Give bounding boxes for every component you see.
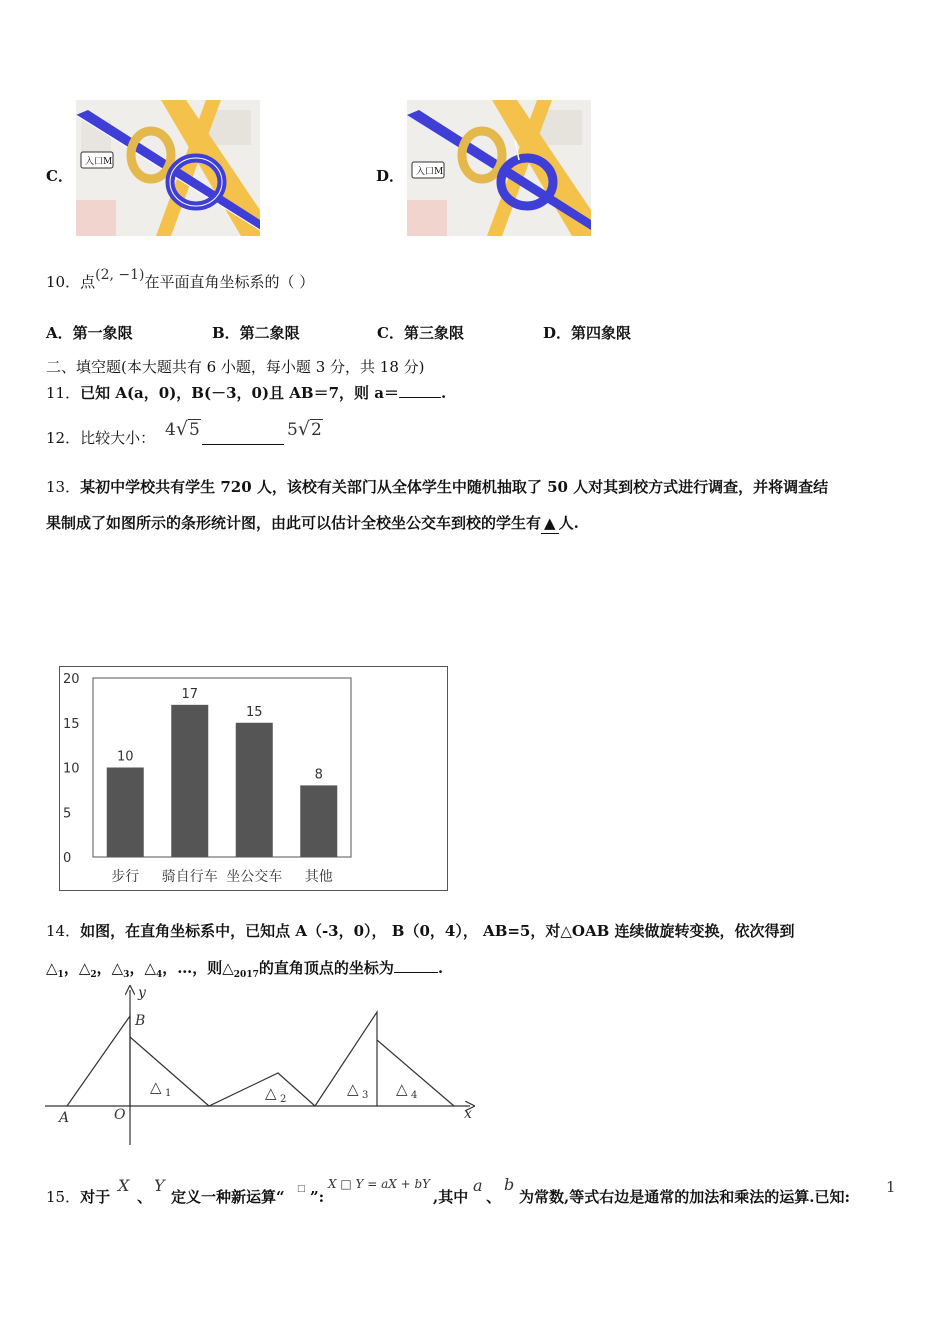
q10-prefix: 点: [80, 273, 96, 291]
label-t1: △: [150, 1078, 162, 1096]
q10-point: (2, −1): [95, 267, 145, 283]
q14-number: 14．: [46, 922, 81, 940]
rotation-diagram-svg: [40, 985, 480, 1150]
section-2-title: 二、填空题(本大题共有 6 小题，每小题 3 分，共 18 分): [46, 358, 425, 376]
question-11: [46, 383, 446, 403]
bar-value-label: 8: [314, 767, 323, 783]
q10-option-a: A．第一象限: [46, 324, 133, 342]
bar-value-label: 10: [116, 749, 134, 765]
q15-p2: 定义一种新运算“: [171, 1188, 285, 1206]
label-a: A: [59, 1110, 70, 1126]
category-label: 坐公交车: [226, 869, 283, 885]
option-c-label: C．: [46, 167, 73, 185]
bar-4: [300, 785, 337, 857]
q11-text: 已知 A(a，0)，B(－3，0)且 AB＝7，则 a＝: [80, 384, 399, 402]
question-14-line1: [46, 921, 795, 941]
triangle-oab: [67, 1016, 130, 1106]
bar-value-label: 15: [245, 704, 263, 720]
q15-b: b: [504, 1175, 515, 1194]
q13-tail: 人.: [558, 514, 579, 532]
q15-y: Y: [154, 1176, 165, 1195]
q15-p5: 为常数,等式右边是通常的加法和乘法的运算.已知:: [519, 1188, 850, 1206]
label-t3: △: [347, 1080, 359, 1098]
y-tick-label: 20: [63, 672, 80, 687]
q13-triangle-blank: ▲: [541, 513, 559, 534]
q12-left-coef: 4: [165, 420, 176, 440]
entrance-label-c: 入口M: [85, 157, 113, 167]
q14-tri: ，△: [129, 959, 156, 977]
q15-x: X: [118, 1176, 130, 1195]
q15-trail: 1: [886, 1178, 896, 1196]
q14-tri: △: [46, 959, 58, 977]
q10-option-b: B．第二象限: [212, 324, 300, 342]
q14-sub-2: 2: [90, 970, 97, 980]
q15-sep1: 、: [137, 1188, 153, 1206]
option-d-map: [407, 100, 591, 236]
q13-line2: 果制成了如图所示的条形统计图，由此可以估计全校坐公交车到校的学生有: [46, 514, 542, 532]
q12-left-rad: 5: [188, 420, 200, 440]
y-tick-label: 10: [63, 761, 80, 777]
y-tick-label: 0: [63, 851, 72, 866]
question-13-line1: [46, 477, 828, 497]
label-t3-sub: 3: [362, 1090, 369, 1101]
q12-right-coef: 5: [287, 420, 298, 440]
label-x: x: [464, 1106, 472, 1122]
label-t2-sub: 2: [280, 1094, 287, 1105]
q13-number: 13．: [46, 478, 81, 496]
q14-sub-1: 1: [57, 970, 64, 980]
label-t4: △: [396, 1080, 408, 1098]
q12-text: 比较大小：: [80, 429, 156, 447]
bar-3: [236, 723, 273, 857]
q14-sub-4: 4: [155, 970, 163, 980]
q14-tri: ，…，则△: [162, 959, 234, 977]
q15-a: a: [473, 1176, 483, 1195]
q14-line1: 如图，在直角坐标系中，已知点 A（-3，0）， B（0，4）， AB=5，对△OAB 连续做旋转变换，依次得到: [80, 922, 795, 940]
bar-value-label: 17: [181, 686, 199, 702]
category-label: 骑自行车: [161, 869, 218, 885]
bar-chart: [59, 666, 448, 891]
question-15: [46, 1187, 110, 1207]
q14-sub-3: 3: [123, 970, 130, 980]
q14-sub-2017: 2017: [233, 970, 259, 980]
label-y: y: [138, 985, 146, 1001]
q15-p3: ”:: [310, 1188, 325, 1206]
option-d-label: D．: [376, 167, 405, 185]
question-14-line2: [46, 958, 443, 985]
q15-formula: X □ Y = aX + bY: [328, 1177, 431, 1191]
rotation-diagram: [40, 985, 480, 1150]
q15-sep2: 、: [486, 1188, 502, 1206]
q10-option-d: D．第四象限: [543, 324, 632, 342]
q11-number: 11．: [46, 384, 81, 402]
bar-chart-svg: [59, 666, 448, 891]
q12-right-expression: 5√2: [287, 418, 322, 440]
label-t4-sub: 4: [411, 1090, 418, 1101]
category-label: 其他: [304, 869, 333, 885]
q13-line1: 某初中学校共有学生 720 人，该校有关部门从全体学生中随机抽取了 50 人对其到校方式进行调查，并将调查结: [80, 478, 829, 496]
q10-option-c: C．第三象限: [377, 324, 464, 342]
q12-number: 12．: [46, 429, 81, 447]
label-b: B: [135, 1013, 146, 1029]
q14-answer-blank: [394, 958, 438, 973]
q10-number: 10．: [46, 273, 81, 291]
q11-tail: .: [440, 384, 447, 402]
q14-text: 的直角顶点的坐标为: [258, 959, 394, 977]
q15-op-symbol: □: [297, 1184, 306, 1194]
label-t2: △: [265, 1084, 277, 1102]
q15-number: 15．: [46, 1188, 81, 1206]
q14-tail: .: [437, 959, 444, 977]
entrance-label-d: 入口M: [416, 167, 444, 177]
question-13-line2: [46, 513, 579, 534]
category-label: 步行: [111, 869, 140, 885]
bar-2: [171, 705, 208, 857]
q12-right-rad: 2: [310, 420, 322, 440]
q12-left-expression: 4√5: [165, 418, 200, 440]
bar-1: [107, 768, 144, 858]
option-c-map: [76, 100, 260, 236]
q15-p1: 对于: [80, 1188, 111, 1206]
y-tick-label: 15: [63, 716, 80, 732]
q10-suffix: 在平面直角坐标系的（ ）: [144, 273, 315, 291]
question-10: [46, 267, 315, 293]
question-12: [46, 428, 155, 448]
q14-tri: ，△: [96, 959, 124, 977]
label-o: O: [114, 1107, 126, 1123]
label-t1-sub: 1: [165, 1088, 172, 1099]
q14-tri: ，△: [63, 959, 91, 977]
y-tick-label: 5: [63, 806, 72, 822]
q11-answer-blank: [399, 383, 441, 398]
q15-p4: ,其中: [433, 1188, 469, 1206]
q12-answer-blank: [202, 430, 284, 445]
